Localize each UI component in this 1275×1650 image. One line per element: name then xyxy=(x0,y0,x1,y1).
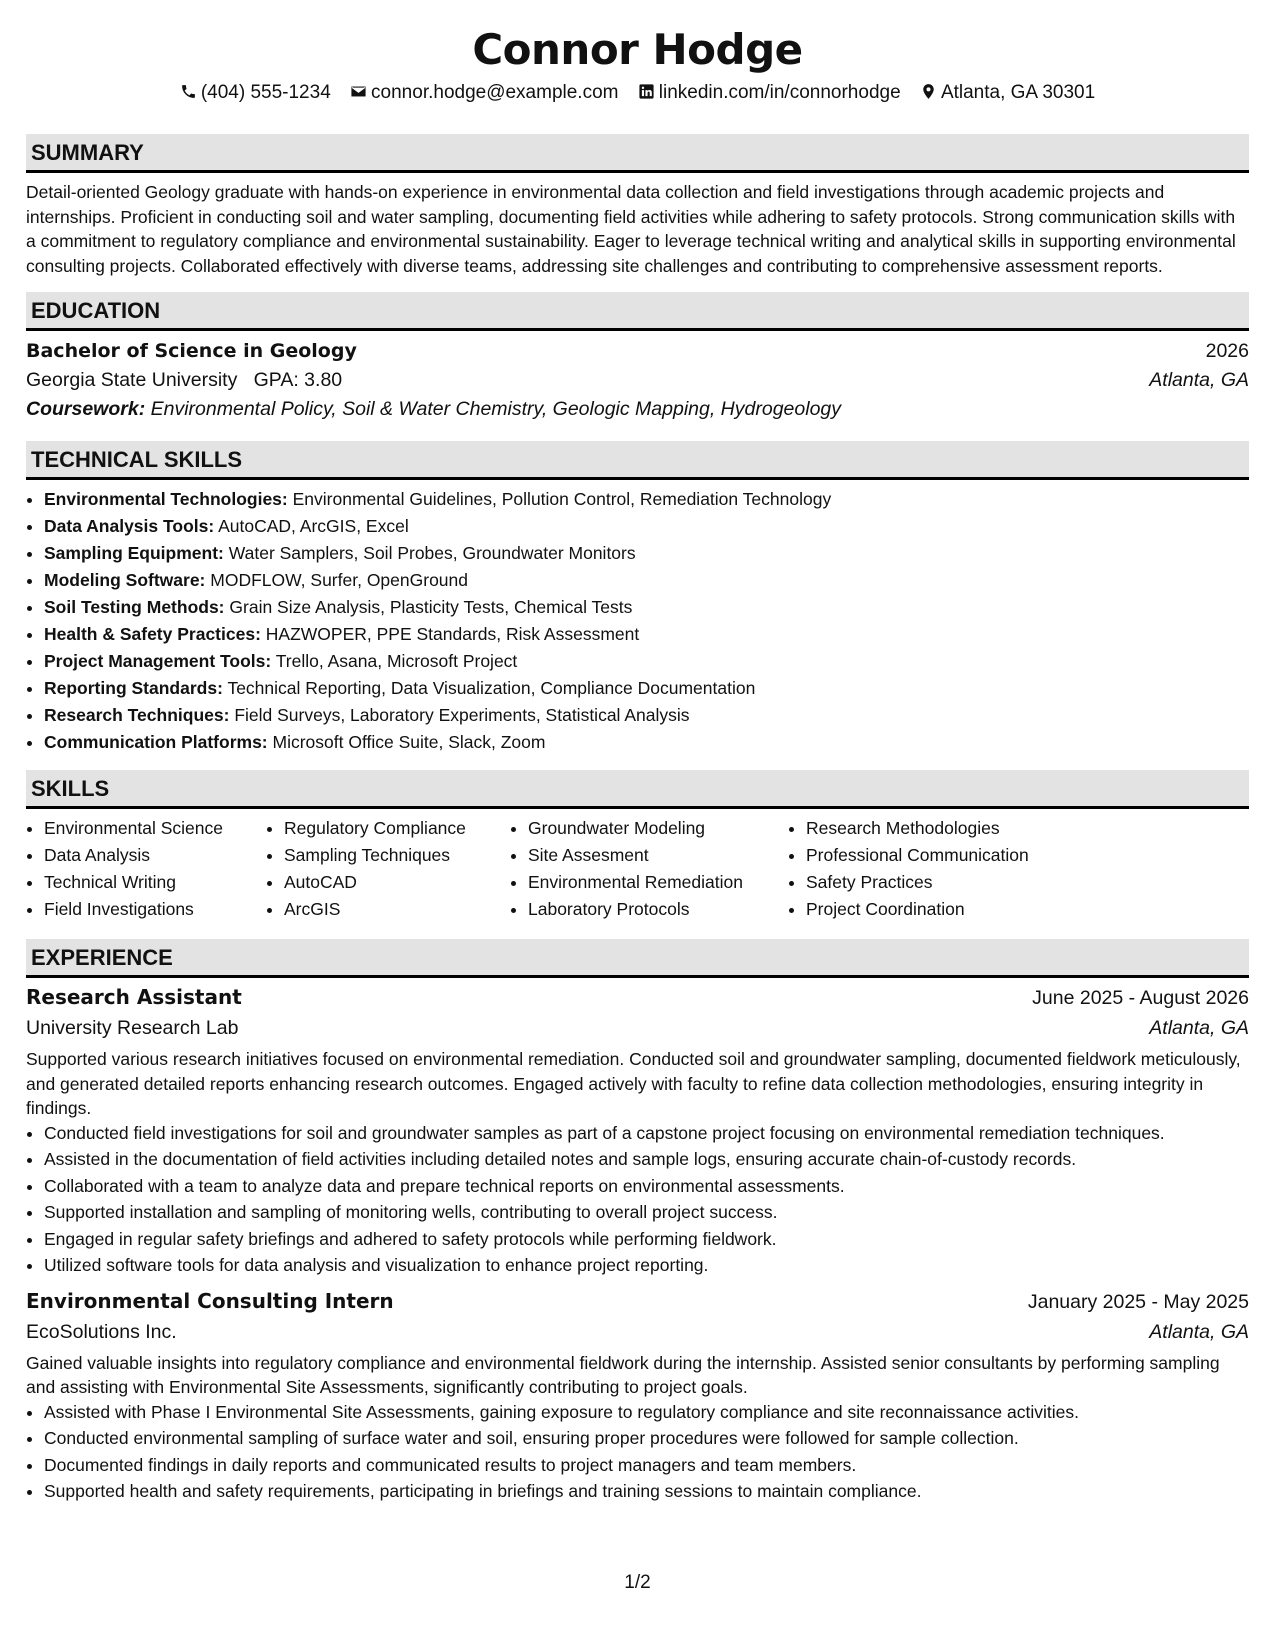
list-item: • Sampling Techniques xyxy=(284,842,510,869)
school-name: Georgia State University xyxy=(26,369,238,391)
contact-location xyxy=(920,80,1095,106)
skill-values: Trello, Asana, Microsoft Project xyxy=(275,651,518,671)
skill-values: AutoCAD, ArcGIS, Excel xyxy=(218,516,409,536)
job-bullets xyxy=(26,1400,1249,1504)
skill-values: Environmental Guidelines, Pollution Control, Remediation Technology xyxy=(292,489,832,509)
list-item: • Utilized software tools for data analysis and visualization to enhance project reporting. xyxy=(44,1253,1249,1278)
education-entry xyxy=(26,337,1249,424)
graduation-year: 2026 xyxy=(1205,340,1249,362)
list-item xyxy=(44,621,1249,648)
skill-category: Project Management Tools: xyxy=(44,651,272,671)
job-entry-research-assistant xyxy=(26,982,1249,1278)
school-line xyxy=(26,366,342,395)
phone-icon xyxy=(180,83,197,100)
skill-values: Microsoft Office Suite, Slack, Zoom xyxy=(272,732,546,752)
skill-values: Technical Reporting, Data Visualization, Compliance Documentation xyxy=(227,678,756,698)
skills-column xyxy=(788,815,1106,923)
skill-category: Soil Testing Methods: xyxy=(44,597,225,617)
skill-category: Communication Platforms: xyxy=(44,732,268,752)
list-item xyxy=(44,648,1249,675)
skill-category: Health & Safety Practices: xyxy=(44,624,261,644)
list-item xyxy=(44,540,1249,567)
technical-skills-list xyxy=(26,486,1249,756)
technical-skills-heading: TECHNICAL SKILLS xyxy=(26,441,1249,480)
skills-column xyxy=(266,815,510,923)
list-item: • ArcGIS xyxy=(284,896,510,923)
list-item xyxy=(44,675,1249,702)
summary-text: Detail-oriented Geology graduate with hands-on experience in environmental data collection and field investigations through academic projects and internships. Proficient in conducting soil and water sampling, documenting field activities while adhering to safety protocols. Strong communication skills with a commitment to regulatory compliance and environmental sustainability. Eager to leverage technical writing and analytical skills in supporting environmental consulting projects. Collaborated effectively with diverse teams, addressing site challenges and contributing to comprehensive assessment reports. xyxy=(26,182,1236,276)
list-item: • Documented findings in daily reports and communicated results to project managers and team members. xyxy=(44,1453,1249,1478)
linkedin-text: linkedin.com/in/connorhodge xyxy=(658,82,901,103)
list-item xyxy=(44,513,1249,540)
contact-email[interactable] xyxy=(350,80,618,106)
skill-values: Grain Size Analysis, Plasticity Tests, Chemical Tests xyxy=(229,597,633,617)
list-item: • Groundwater Modeling xyxy=(528,815,788,842)
list-item: • Regulatory Compliance xyxy=(284,815,510,842)
skill-values: Water Samplers, Soil Probes, Groundwater Monitors xyxy=(228,543,636,563)
skill-category: Data Analysis Tools: xyxy=(44,516,215,536)
gpa: GPA: 3.80 xyxy=(253,369,343,391)
email-text: connor.hodge@example.com xyxy=(371,82,619,103)
list-item: • Environmental Remediation xyxy=(528,869,788,896)
map-pin-icon xyxy=(920,83,937,100)
list-item: • AutoCAD xyxy=(284,869,510,896)
list-item xyxy=(44,567,1249,594)
list-item: • Project Coordination xyxy=(806,896,1106,923)
list-item xyxy=(44,486,1249,513)
contact-bar xyxy=(26,80,1249,106)
school-location: Atlanta, GA xyxy=(1149,369,1249,391)
list-item: • Research Methodologies xyxy=(806,815,1106,842)
summary-heading: SUMMARY xyxy=(26,134,1249,173)
job-summary: Supported various research initiatives focused on environmental remediation. Conducted soil and groundwater sampling, documented fieldwork meticulously, and generated detailed reports enhancing research outcomes. Engaged actively with faculty to refine data collection methodologies, ensuring integrity in findings. xyxy=(26,1049,1241,1118)
linkedin-icon xyxy=(638,83,655,100)
list-item: • Site Assesment xyxy=(528,842,788,869)
skill-category: Environmental Technologies: xyxy=(44,489,288,509)
list-item: • Professional Communication xyxy=(806,842,1106,869)
coursework-list: Environmental Policy, Soil & Water Chemistry, Geologic Mapping, Hydrogeology xyxy=(150,398,842,420)
list-item xyxy=(44,594,1249,621)
list-item: • Technical Writing xyxy=(44,869,266,896)
list-item: • Supported health and safety requirements, participating in briefings and training sessions to maintain compliance. xyxy=(44,1479,1249,1504)
skill-category: Research Techniques: xyxy=(44,705,230,725)
list-item: • Field Investigations xyxy=(44,896,266,923)
skills-column xyxy=(510,815,788,923)
list-item: • Safety Practices xyxy=(806,869,1106,896)
contact-phone xyxy=(180,80,331,106)
job-summary: Gained valuable insights into regulatory compliance and environmental fieldwork during the internship. Assisted senior consultants by performing sampling and assisting with Environmental Site Assessments, significantly contributing to project goals. xyxy=(26,1352,1220,1397)
education-heading: EDUCATION xyxy=(26,292,1249,331)
envelope-icon xyxy=(350,83,367,100)
candidate-name: Connor Hodge xyxy=(472,25,803,74)
coursework-label: Coursework: xyxy=(26,398,146,420)
list-item: • Engaged in regular safety briefings and adhered to safety protocols while performing fieldwork. xyxy=(44,1227,1249,1252)
job-dates: June 2025 - August 2026 xyxy=(1032,987,1249,1009)
skill-category: Reporting Standards: xyxy=(44,678,223,698)
resume-page xyxy=(26,0,1249,1506)
skills-column xyxy=(26,815,266,923)
job-entry-consulting-intern xyxy=(26,1286,1249,1504)
job-location: Atlanta, GA xyxy=(1149,1320,1249,1343)
list-item xyxy=(44,702,1249,729)
job-organization: University Research Lab xyxy=(26,1017,239,1039)
skill-category: Sampling Equipment: xyxy=(44,543,224,563)
contact-linkedin[interactable] xyxy=(638,80,901,106)
skill-values: MODFLOW, Surfer, OpenGround xyxy=(210,570,468,590)
location-text: Atlanta, GA 30301 xyxy=(940,82,1096,103)
coursework-line xyxy=(26,395,1249,424)
list-item: • Assisted in the documentation of field activities including detailed notes and sample logs, ensuring accurate chain-of-custody records. xyxy=(44,1147,1249,1172)
page-number: 1/2 xyxy=(624,1572,651,1593)
job-location: Atlanta, GA xyxy=(1149,1017,1249,1039)
skill-values: HAZWOPER, PPE Standards, Risk Assessment xyxy=(265,624,640,644)
job-title: Research Assistant xyxy=(26,985,242,1009)
list-item xyxy=(44,729,1249,756)
skills-heading: SKILLS xyxy=(26,770,1249,809)
list-item: • Assisted with Phase I Environmental Site Assessments, gaining exposure to regulatory compliance and site reconnaissance activities. xyxy=(44,1400,1249,1425)
list-item: • Supported installation and sampling of monitoring wells, contributing to overall project success. xyxy=(44,1200,1249,1225)
list-item: • Laboratory Protocols xyxy=(528,896,788,923)
list-item: • Conducted field investigations for soil and groundwater samples as part of a capstone project focusing on environmental remediation techniques. xyxy=(44,1121,1249,1146)
list-item: • Conducted environmental sampling of surface water and soil, ensuring proper procedures were followed for sample collection. xyxy=(44,1426,1249,1451)
experience-heading: EXPERIENCE xyxy=(26,939,1249,978)
skill-values: Field Surveys, Laboratory Experiments, Statistical Analysis xyxy=(234,705,690,725)
list-item: • Environmental Science xyxy=(44,815,266,842)
list-item: • Collaborated with a team to analyze data and prepare technical reports on environmental assessments. xyxy=(44,1174,1249,1199)
phone-text: (404) 555-1234 xyxy=(200,82,331,103)
skill-category: Modeling Software: xyxy=(44,570,206,590)
job-organization: EcoSolutions Inc. xyxy=(26,1320,177,1343)
job-title: Environmental Consulting Intern xyxy=(26,1288,394,1313)
job-bullets xyxy=(26,1121,1249,1278)
skills-grid xyxy=(26,815,1249,923)
job-dates: January 2025 - May 2025 xyxy=(1027,1290,1249,1313)
degree-title: Bachelor of Science in Geology xyxy=(26,340,357,362)
list-item: • Data Analysis xyxy=(44,842,266,869)
